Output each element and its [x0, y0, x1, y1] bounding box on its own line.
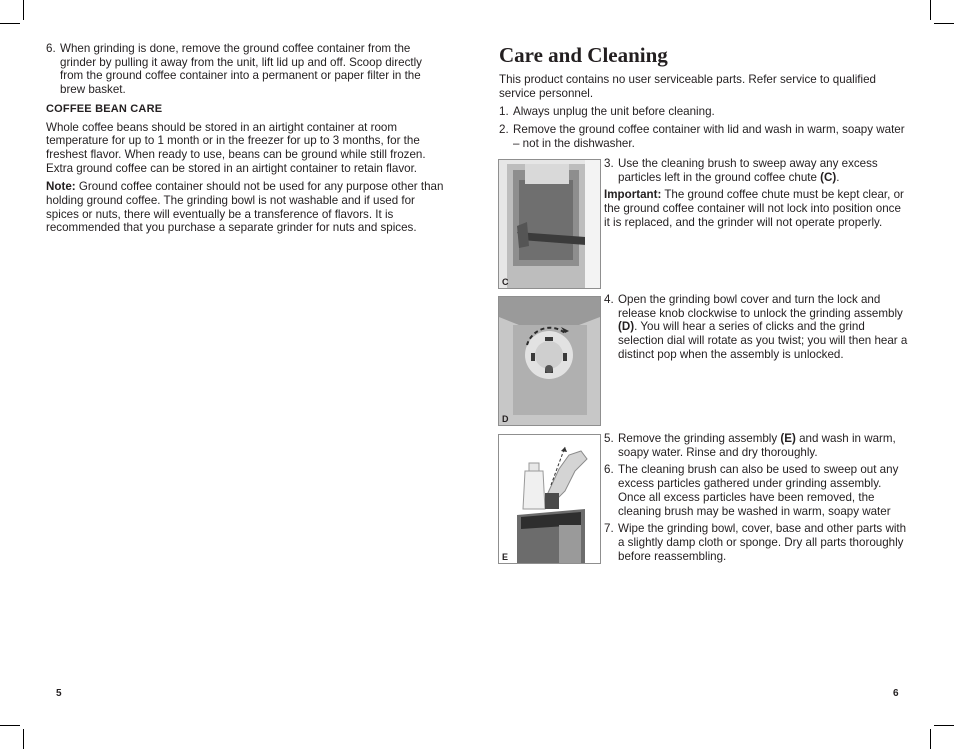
right-step-6	[604, 463, 909, 518]
important-paragraph	[604, 188, 909, 229]
step-number: 4.	[604, 293, 614, 306]
crop-mark-top-right-h	[934, 23, 954, 24]
figure-c-label: C	[502, 277, 509, 287]
step-text-after: . You will hear a series of clicks and the grind selection dial will rotate as you twist; you will then hear a distinct pop when the assembly is unlocked.	[618, 320, 908, 361]
important-text: The ground coffee chute must be kept clear, or the ground coffee container will not lock into position once it is replaced, and the grinder will not operate properly.	[604, 188, 904, 229]
step-number: 7.	[604, 522, 614, 536]
step-3-block	[604, 157, 909, 235]
step-number: 6.	[604, 463, 614, 477]
step-text: Wipe the grinding bowl, cover, base and other parts with a slightly damp cloth or sponge. Dry all parts thoroughly before reassembling.	[618, 522, 907, 563]
note-paragraph	[46, 180, 444, 235]
figure-d	[498, 296, 601, 426]
coffee-bean-care-heading: COFFEE BEAN CARE	[46, 102, 163, 115]
figure-ref-e: (E)	[780, 432, 796, 445]
left-step-6	[46, 42, 444, 97]
right-step-7	[604, 522, 909, 563]
step-text-before: Open the grinding bowl cover and turn the lock and release knob clockwise to unlock the grinding assembly	[618, 293, 903, 320]
step-text: When grinding is done, remove the ground coffee container from the grinder by pulling it away from the unit, lift lid up and off. Scoop directly from the ground coffee container into a permanent or paper filter in the brew basket.	[60, 42, 422, 97]
step-number: 6.	[46, 42, 56, 55]
figure-e-illustration	[499, 435, 600, 563]
step-text: The cleaning brush can also be used to sweep out any excess particles gathered under grinding assembly. Once all excess particles have been removed, the cleaning brush may be washed in warm, soapy water	[618, 463, 899, 518]
right-step-4	[604, 293, 909, 362]
crop-mark-top-left-h	[0, 23, 20, 24]
figure-d-label: D	[502, 414, 509, 424]
figure-ref-d: (D)	[618, 320, 635, 334]
figure-e-label: E	[502, 552, 509, 562]
page-number-right: 6	[893, 688, 899, 699]
step-text-before: Use the cleaning brush to sweep away any excess particles left in the ground coffee chute	[618, 157, 878, 184]
note-label: Note:	[46, 180, 76, 194]
step-number: 3.	[604, 157, 614, 170]
figure-c-illustration	[499, 160, 600, 288]
crop-mark-top-left-v	[23, 0, 24, 20]
right-step-1	[499, 105, 909, 119]
steps-5-7-block	[604, 432, 909, 567]
figure-ref-c: (C)	[820, 170, 837, 184]
intro-text: This product contains no user serviceable parts. Refer service to qualified service personnel.	[499, 73, 876, 100]
crop-mark-top-right-v	[930, 0, 931, 20]
page-title: Care and Cleaning	[499, 43, 668, 67]
figure-e	[498, 434, 601, 564]
right-page-column	[499, 42, 909, 155]
crop-mark-bottom-left-v	[23, 729, 24, 749]
step-text-after: and wash in warm, soapy water. Rinse and dry thoroughly.	[618, 432, 896, 459]
step-number: 1.	[499, 105, 509, 119]
right-step-2	[499, 123, 909, 150]
step-text: Always unplug the unit before cleaning.	[513, 105, 715, 119]
step-text-after: .	[836, 170, 840, 184]
right-step-3	[604, 157, 909, 184]
step-text: Remove the ground coffee container with lid and wash in warm, soapy water – not in the dishwasher.	[513, 123, 905, 150]
page-number-left: 5	[56, 688, 62, 699]
figure-d-illustration	[499, 297, 600, 425]
step-number: 2.	[499, 123, 509, 137]
left-page-column	[46, 42, 444, 240]
step-text-before: Remove the grinding assembly	[618, 432, 781, 445]
crop-mark-bottom-right-h	[934, 725, 954, 726]
important-label: Important:	[604, 188, 662, 202]
crop-mark-bottom-left-h	[0, 725, 20, 726]
note-text: Ground coffee container should not be used for any purpose other than holding ground coffee. The grinding bowl is not washable and if used for spices or nuts, there will eventually be a transference of flavors. It is recommended that you purchase a separate grinder for nuts and spices.	[46, 180, 444, 235]
step-number: 5.	[604, 432, 614, 445]
crop-mark-bottom-right-v	[930, 729, 931, 749]
figure-c	[498, 159, 601, 289]
coffee-bean-care-text: Whole coffee beans should be stored in an airtight container at room temperature for up to 1 month or in the freezer for up to 3 months, for the freshest flavor. When ready to use, beans can be ground while still frozen. Extra ground coffee can be stored in an airtight container to retain flavor.	[46, 120, 426, 175]
step-4-block	[604, 293, 909, 366]
right-step-5	[604, 432, 909, 459]
